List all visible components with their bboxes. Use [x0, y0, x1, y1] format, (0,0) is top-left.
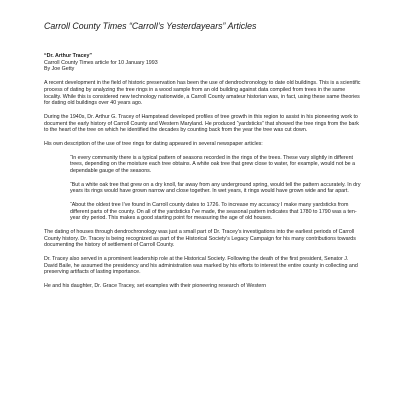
article-title: “Dr. Arthur Tracey” — [44, 53, 93, 59]
article-body — [44, 53, 362, 290]
paragraph: The dating of houses through dendrochronology was just a small part of Dr. Tracey’s investigations into the earliest periods of Carroll County history. Dr. Tracey is being recognized as part of the Historical Society’s Legacy Campaign for his many contributions towards documenting the history of settlement of Carroll County. — [44, 229, 356, 249]
paragraph: Dr. Tracey also served in a prominent leadership role at the Historical Society. Following the death of the first president, Senator J. David Baile, he assumed the presidency and his administration was marked by his efforts to interest the entire county in collecting and preserving artifacts of lasting importance. — [44, 255, 358, 276]
paragraph: He and his daughter, Dr. Grace Tracey, set examples with their pioneering research of Western — [44, 282, 267, 289]
article-source: Carroll County Times article for 10 January 1993 — [44, 59, 158, 66]
paragraph: His own description of the use of tree rings for dating appeared in several newspaper articles: — [44, 140, 263, 147]
paragraph: A recent development in the field of historic preservation has been the use of dendrochronology to date old buildings. This is a scientific process of dating by analyzing the tree rings in a wood sample from an old building against data compiled from trees in the same locality. While this is considered new technology nationwide, a Carroll County amateur historian was, in fact, using these same theories for dating old buildings over 40 years ago. — [44, 80, 361, 107]
article-byline: By Joe Getty — [44, 66, 75, 73]
block-quote: “But a white oak tree that grew on a dry knoll, far away from any underground spring, would tell the pattern accurately. In dry years its rings would have grown narrow and close together. In wet years, it rings would have grown wide and far apart. — [70, 181, 361, 195]
document-header-title: Carroll County Times “Carroll’s Yesterdayears” Articles — [44, 21, 257, 31]
block-quote: “In every community there is a typical pattern of seasons recorded in the rings of the trees. These vary slightly in different trees, depending on the moisture each tree obtains. A white oak tree that grew close to water, for example, would not be a dependable gauge of the seasons. — [70, 154, 356, 174]
block-quote: “About the oldest tree I’ve found in Carroll county dates to 1726. To increase my accuracy I make many yardsticks from different parts of the county. On all of the yardsticks I’ve made, the seasonal pattern indicates that 1780 to 1790 was a ten-year dry period. This makes a good starting point for measuring the age of old houses. — [70, 202, 357, 222]
paragraph: During the 1940s, Dr. Arthur G. Tracey of Hampstead developed profiles of tree growth in this region to assist in his pioneering work to document the early history of Carroll County and Western Maryland. He produced “yardsticks” that showed the tree rings from the bark to the heart of the tree on which he identified the decades by counting back from the year the tree was cut down. — [44, 113, 359, 134]
